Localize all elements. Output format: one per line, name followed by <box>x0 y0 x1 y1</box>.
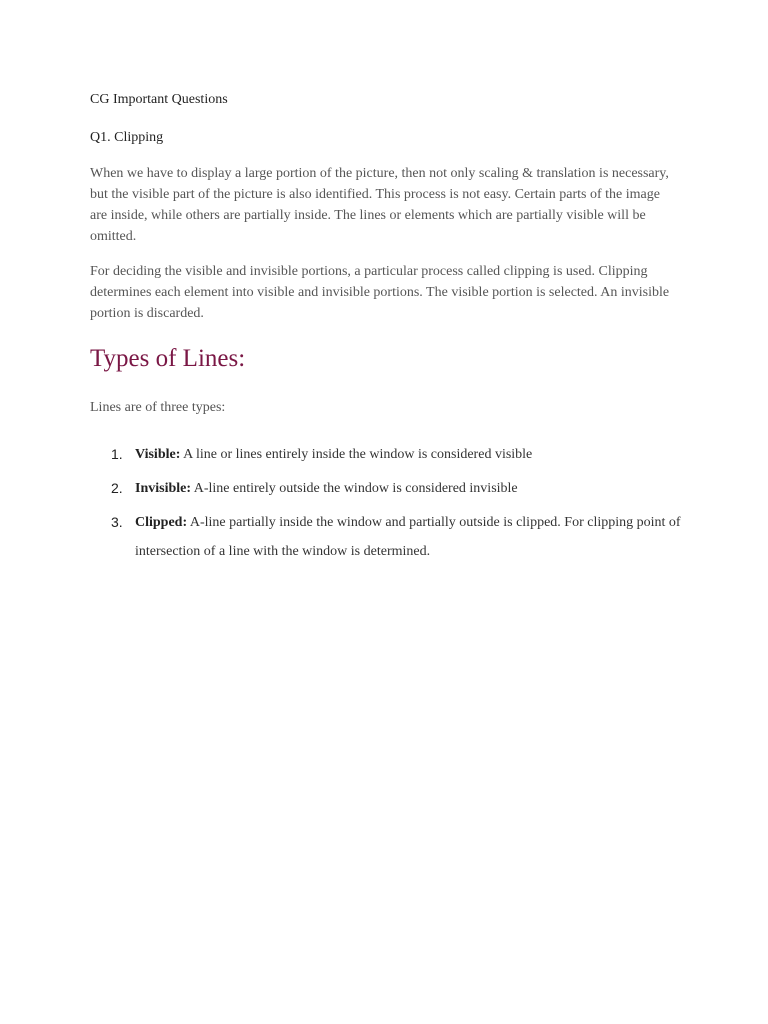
list-item-invisible <box>90 474 690 503</box>
list-description: A-line entirely outside the window is considered invisible <box>193 481 518 496</box>
types-heading: Types of Lines: <box>90 345 246 372</box>
list-number: 1. <box>111 446 123 462</box>
list-item-clipped <box>90 508 690 566</box>
list-term: Visible: <box>135 447 181 462</box>
line-types-list <box>90 440 690 571</box>
list-number: 2. <box>111 480 123 496</box>
paragraph-clipping-intro: When we have to display a large portion of the picture, then not only scaling & translation is necessary, but the visible part of the picture is also identified. This process is not easy. Certain parts of the image are inside, while others are partially inside. The lines or elements which are partially visible will be omitted. <box>90 166 669 244</box>
list-term: Invisible: <box>135 481 192 496</box>
list-number: 3. <box>111 514 123 530</box>
paragraph-clipping-definition: For deciding the visible and invisible portions, a particular process called clipping is used. Clipping determines each element into visible and invisible portions. The visible portion is selected. An invisible portion is discarded. <box>90 264 670 321</box>
list-term: Clipped: <box>135 515 188 530</box>
list-item-visible <box>90 440 690 469</box>
list-description: A-line partially inside the window and partially outside is clipped. For clipping point of intersection of a line with the window is determined. <box>135 515 681 559</box>
question-heading: Q1. Clipping <box>90 130 164 145</box>
document-title: CG Important Questions <box>90 92 228 107</box>
types-intro: Lines are of three types: <box>90 400 226 415</box>
list-description: A line or lines entirely inside the window is considered visible <box>183 447 533 462</box>
